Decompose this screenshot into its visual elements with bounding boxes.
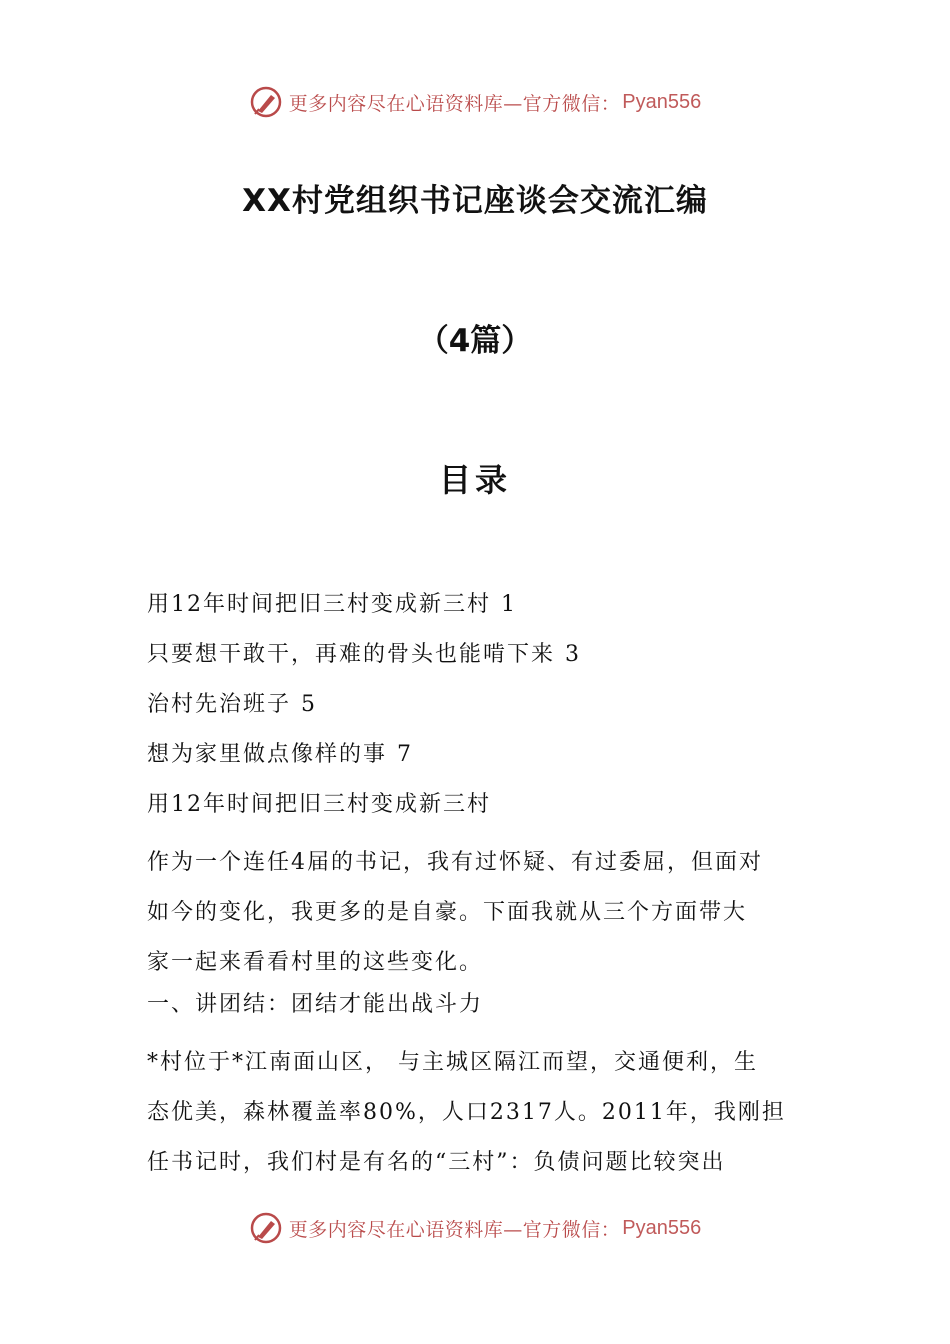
toc-entry-title: 想为家里做点像样的事	[147, 742, 388, 767]
toc-heading: 目录	[438, 461, 511, 499]
document-body	[147, 588, 807, 1188]
watermark-text: 更多内容尽在心语资料库—官方微信：	[288, 1218, 621, 1241]
toc-entry	[147, 638, 807, 688]
toc-entry-page: 7	[397, 742, 414, 767]
watermark-text: 更多内容尽在心语资料库—官方微信：	[288, 92, 621, 115]
toc-entry-page: 5	[301, 692, 318, 717]
footer-watermark	[0, 1208, 950, 1248]
pen-nib-logo-icon	[249, 1211, 283, 1245]
document-title: XX村党组织书记座谈会交流汇编	[242, 183, 708, 219]
toc-entry	[147, 738, 807, 788]
toc-entry-page: 1	[501, 592, 517, 617]
subheading-one: 一、讲团结：团结才能出战斗力	[147, 992, 484, 1017]
paragraph-line: 家一起来看看村里的这些变化。	[147, 950, 484, 975]
toc-entry-title: 只要想干敢干，再难的骨头也能啃下来	[147, 642, 556, 667]
intro-paragraph	[147, 838, 807, 988]
toc-entry-page: 3	[565, 642, 582, 667]
body-paragraph	[147, 1038, 807, 1188]
section-title: 用12年时间把旧三村变成新三村	[147, 792, 491, 817]
pen-nib-logo-icon	[249, 85, 283, 119]
paragraph-line: 态优美，森林覆盖率80%，人口2317人。2011年，我刚担	[147, 1100, 786, 1125]
paragraph-line: *村位于*江南面山区， 与主城区隔江而望，交通便利，生	[147, 1050, 758, 1075]
toc-entry-title: 用12年时间把旧三村变成新三村	[147, 592, 491, 617]
paragraph-line: 任书记时，我们村是有名的“三村”：负债问题比较突出	[147, 1150, 726, 1175]
document-subtitle: （4篇）	[417, 323, 533, 359]
toc-entry	[147, 688, 807, 738]
paragraph-line: 如今的变化，我更多的是自豪。下面我就从三个方面带大	[147, 900, 748, 925]
watermark-wechat-id: Pyan556	[622, 1216, 702, 1239]
paragraph-line: 作为一个连任4届的书记，我有过怀疑、有过委屈，但面对	[147, 850, 763, 875]
toc-entry	[147, 588, 807, 638]
watermark-wechat-id: Pyan556	[622, 90, 702, 113]
toc-entry-title: 治村先治班子	[147, 692, 292, 717]
header-watermark	[0, 82, 950, 122]
